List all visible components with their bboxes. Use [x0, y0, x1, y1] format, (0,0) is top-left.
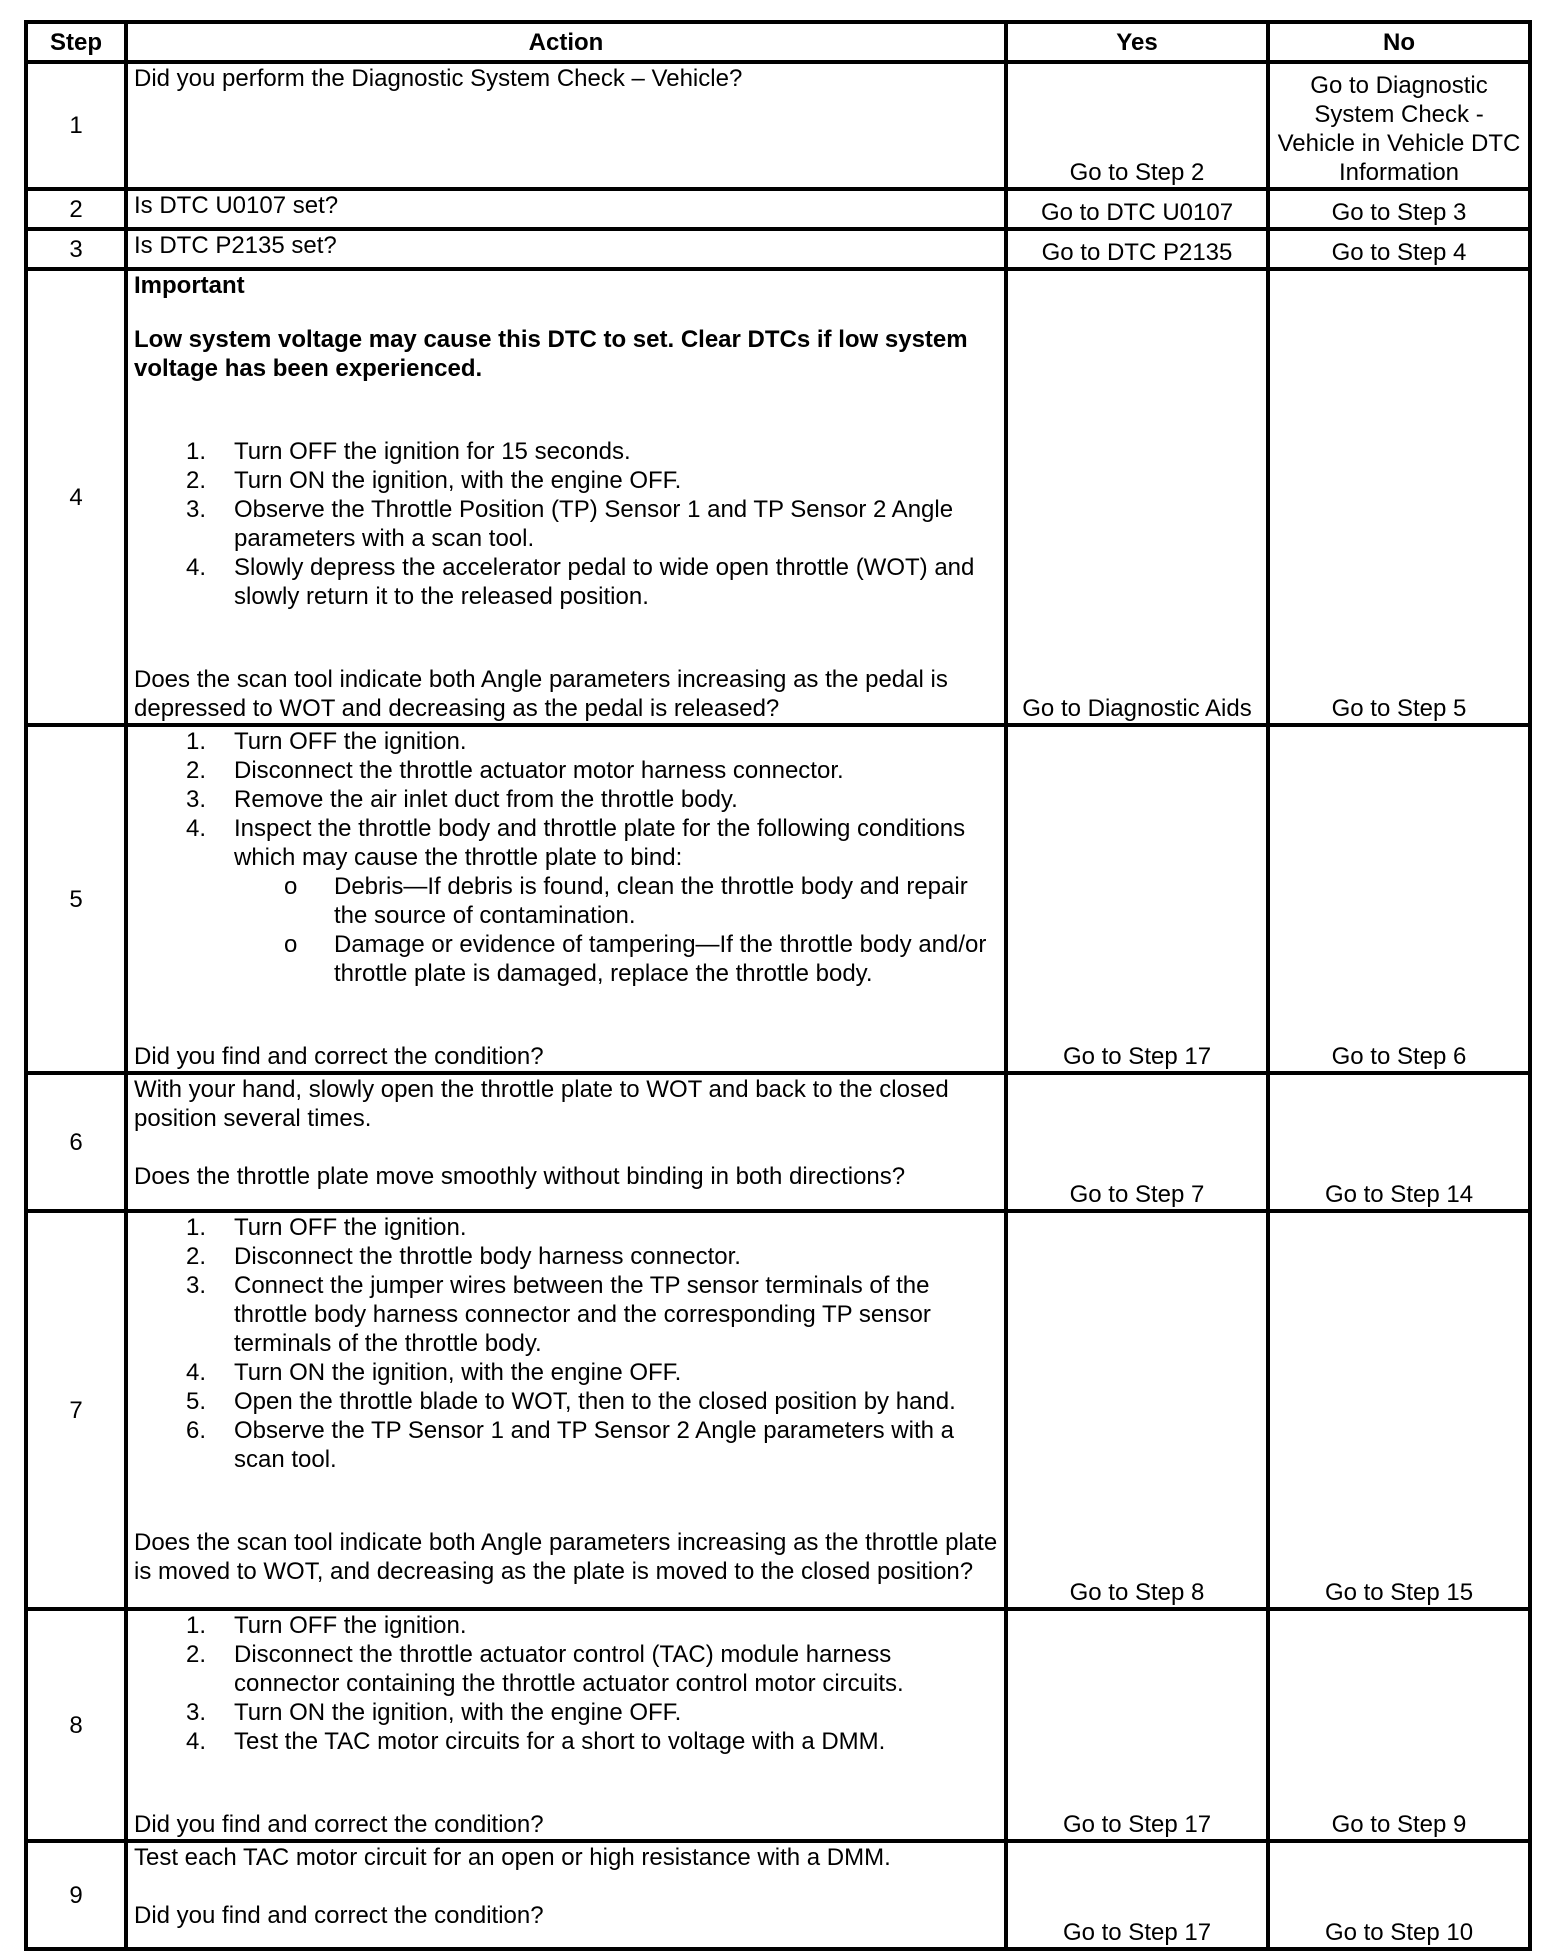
item-text: Observe the TP Sensor 1 and TP Sensor 2 Angle parameters with a scan tool. [234, 1417, 954, 1473]
no-result: Go to Step 5 [1268, 269, 1530, 725]
yes-result: Go to Diagnostic Aids [1006, 269, 1268, 725]
item-number: 2. [185, 757, 206, 784]
action-cell [126, 269, 1006, 725]
item-number: 1. [185, 1612, 206, 1639]
important-title: Important [134, 272, 245, 299]
item-number: 3. [185, 786, 206, 813]
header-action: Action [126, 22, 1006, 62]
procedure-item [134, 1640, 998, 1698]
procedure-item [134, 1271, 998, 1358]
item-number: 3. [185, 496, 206, 523]
table-row [26, 1609, 1530, 1841]
action-cell [126, 229, 1006, 269]
condition-item [234, 872, 998, 930]
item-text: Inspect the throttle body and throttle plate for the following conditions which may cause the throttle plate to bind: [234, 815, 966, 871]
procedure-item [134, 553, 998, 611]
action-cell [126, 189, 1006, 229]
item-number: 2. [185, 467, 206, 494]
step-number: 3 [26, 229, 126, 269]
item-number: 3. [185, 1272, 206, 1299]
item-text: Debris—If debris is found, clean the throttle body and repair the source of contamination. [334, 873, 968, 929]
action-question: Did you find and correct the condition? [134, 1811, 544, 1838]
no-result: Go to Step 3 [1268, 189, 1530, 229]
item-number: 4. [185, 1359, 206, 1386]
action-cell [126, 725, 1006, 1073]
bullet-icon: o [284, 873, 298, 900]
procedure-item [134, 1611, 998, 1640]
procedure-item [134, 756, 998, 785]
item-number: 4. [185, 554, 206, 581]
procedure-item [134, 785, 998, 814]
action-intro: With your hand, slowly open the throttle plate to WOT and back to the closed position several times. [134, 1076, 949, 1132]
item-number: 2. [185, 1243, 206, 1270]
procedure-item [134, 1698, 998, 1727]
yes-result: Go to Step 17 [1006, 1841, 1268, 1949]
item-text: Slowly depress the accelerator pedal to wide open throttle (WOT) and slowly return it to the released position. [234, 554, 975, 610]
table-row [26, 1841, 1530, 1949]
action-cell [126, 1073, 1006, 1211]
action-cell [126, 62, 1006, 189]
diagnostic-table [24, 20, 1532, 1951]
header-step: Step [26, 22, 126, 62]
table-row [26, 269, 1530, 725]
no-result: Go to Step 6 [1268, 725, 1530, 1073]
item-text: Turn ON the ignition, with the engine OFF. [234, 1699, 682, 1726]
step-number: 9 [26, 1841, 126, 1949]
item-text: Turn OFF the ignition. [234, 1612, 467, 1639]
no-result: Go to Step 15 [1268, 1211, 1530, 1609]
step-number: 7 [26, 1211, 126, 1609]
item-text: Turn ON the ignition, with the engine OFF. [234, 1359, 682, 1386]
procedure-list [134, 727, 998, 988]
item-number: 2. [185, 1641, 206, 1668]
no-result: Go to Step 4 [1268, 229, 1530, 269]
procedure-item [134, 1213, 998, 1242]
item-number: 5. [185, 1388, 206, 1415]
step-number: 4 [26, 269, 126, 725]
action-cell [126, 1609, 1006, 1841]
item-text: Turn OFF the ignition. [234, 1214, 467, 1241]
item-text: Turn OFF the ignition for 15 seconds. [234, 438, 631, 465]
procedure-item [134, 495, 998, 553]
header-yes: Yes [1006, 22, 1268, 62]
procedure-item [134, 1387, 998, 1416]
procedure-list [134, 1213, 998, 1474]
procedure-item [134, 814, 998, 988]
item-text: Remove the air inlet duct from the throttle body. [234, 786, 738, 813]
action-question: Did you perform the Diagnostic System Check – Vehicle? [134, 65, 743, 92]
item-text: Connect the jumper wires between the TP sensor terminals of the throttle body harness connector and the corresponding TP sensor terminals of the throttle body. [234, 1272, 931, 1357]
no-result: Go to Step 10 [1268, 1841, 1530, 1949]
procedure-list [134, 437, 998, 611]
action-intro: Test each TAC motor circuit for an open or high resistance with a DMM. [134, 1844, 891, 1871]
item-text: Turn OFF the ignition. [234, 728, 467, 755]
no-result: Go to Diagnostic System Check - Vehicle in Vehicle DTC Information [1268, 62, 1530, 189]
step-number: 2 [26, 189, 126, 229]
yes-result: Go to Step 2 [1006, 62, 1268, 189]
yes-result: Go to DTC U0107 [1006, 189, 1268, 229]
item-text: Open the throttle blade to WOT, then to the closed position by hand. [234, 1388, 956, 1415]
procedure-item [134, 1242, 998, 1271]
table-row [26, 1211, 1530, 1609]
no-result: Go to Step 9 [1268, 1609, 1530, 1841]
bullet-icon: o [284, 931, 298, 958]
item-number: 4. [185, 815, 206, 842]
item-number: 4. [185, 1728, 206, 1755]
important-text: Low system voltage may cause this DTC to set. Clear DTCs if low system voltage has been experienced. [134, 326, 968, 382]
item-text: Observe the Throttle Position (TP) Sensor 1 and TP Sensor 2 Angle parameters with a scan tool. [234, 496, 954, 552]
yes-result: Go to Step 17 [1006, 1609, 1268, 1841]
yes-result: Go to DTC P2135 [1006, 229, 1268, 269]
header-no: No [1268, 22, 1530, 62]
procedure-item [134, 1358, 998, 1387]
step-number: 1 [26, 62, 126, 189]
procedure-item [134, 466, 998, 495]
table-row [26, 1073, 1530, 1211]
item-number: 6. [185, 1417, 206, 1444]
procedure-list [134, 1611, 998, 1756]
item-text: Damage or evidence of tampering—If the throttle body and/or throttle plate is damaged, replace the throttle body. [334, 931, 987, 987]
procedure-item [134, 727, 998, 756]
step-number: 5 [26, 725, 126, 1073]
action-question: Is DTC P2135 set? [134, 232, 337, 259]
action-question: Did you find and correct the condition? [134, 1902, 544, 1929]
procedure-item [134, 1416, 998, 1474]
item-text: Disconnect the throttle actuator control (TAC) module harness connector containing the throttle actuator control motor circuits. [234, 1641, 904, 1697]
yes-result: Go to Step 17 [1006, 725, 1268, 1073]
condition-list [234, 872, 998, 988]
item-number: 1. [185, 728, 206, 755]
step-number: 6 [26, 1073, 126, 1211]
table-row [26, 725, 1530, 1073]
action-question: Does the throttle plate move smoothly without binding in both directions? [134, 1163, 906, 1190]
no-result: Go to Step 14 [1268, 1073, 1530, 1211]
item-text: Disconnect the throttle body harness connector. [234, 1243, 741, 1270]
table-row [26, 229, 1530, 269]
procedure-item [134, 437, 998, 466]
item-text: Disconnect the throttle actuator motor harness connector. [234, 757, 844, 784]
item-number: 1. [185, 1214, 206, 1241]
yes-result: Go to Step 7 [1006, 1073, 1268, 1211]
header-row [26, 22, 1530, 62]
item-text: Turn ON the ignition, with the engine OFF. [234, 467, 682, 494]
action-question: Did you find and correct the condition? [134, 1043, 544, 1070]
action-cell [126, 1841, 1006, 1949]
item-text: Test the TAC motor circuits for a short to voltage with a DMM. [234, 1728, 886, 1755]
action-question: Is DTC U0107 set? [134, 192, 339, 219]
action-question: Does the scan tool indicate both Angle parameters increasing as the pedal is depressed to WOT and decreasing as the pedal is released? [134, 666, 948, 722]
action-cell [126, 1211, 1006, 1609]
table-row [26, 62, 1530, 189]
procedure-item [134, 1727, 998, 1756]
step-number: 8 [26, 1609, 126, 1841]
yes-result: Go to Step 8 [1006, 1211, 1268, 1609]
action-question: Does the scan tool indicate both Angle parameters increasing as the throttle plate is moved to WOT, and decreasing as the plate is moved to the closed position? [134, 1529, 998, 1585]
condition-item [234, 930, 998, 988]
table-row [26, 189, 1530, 229]
item-number: 1. [185, 438, 206, 465]
item-number: 3. [185, 1699, 206, 1726]
